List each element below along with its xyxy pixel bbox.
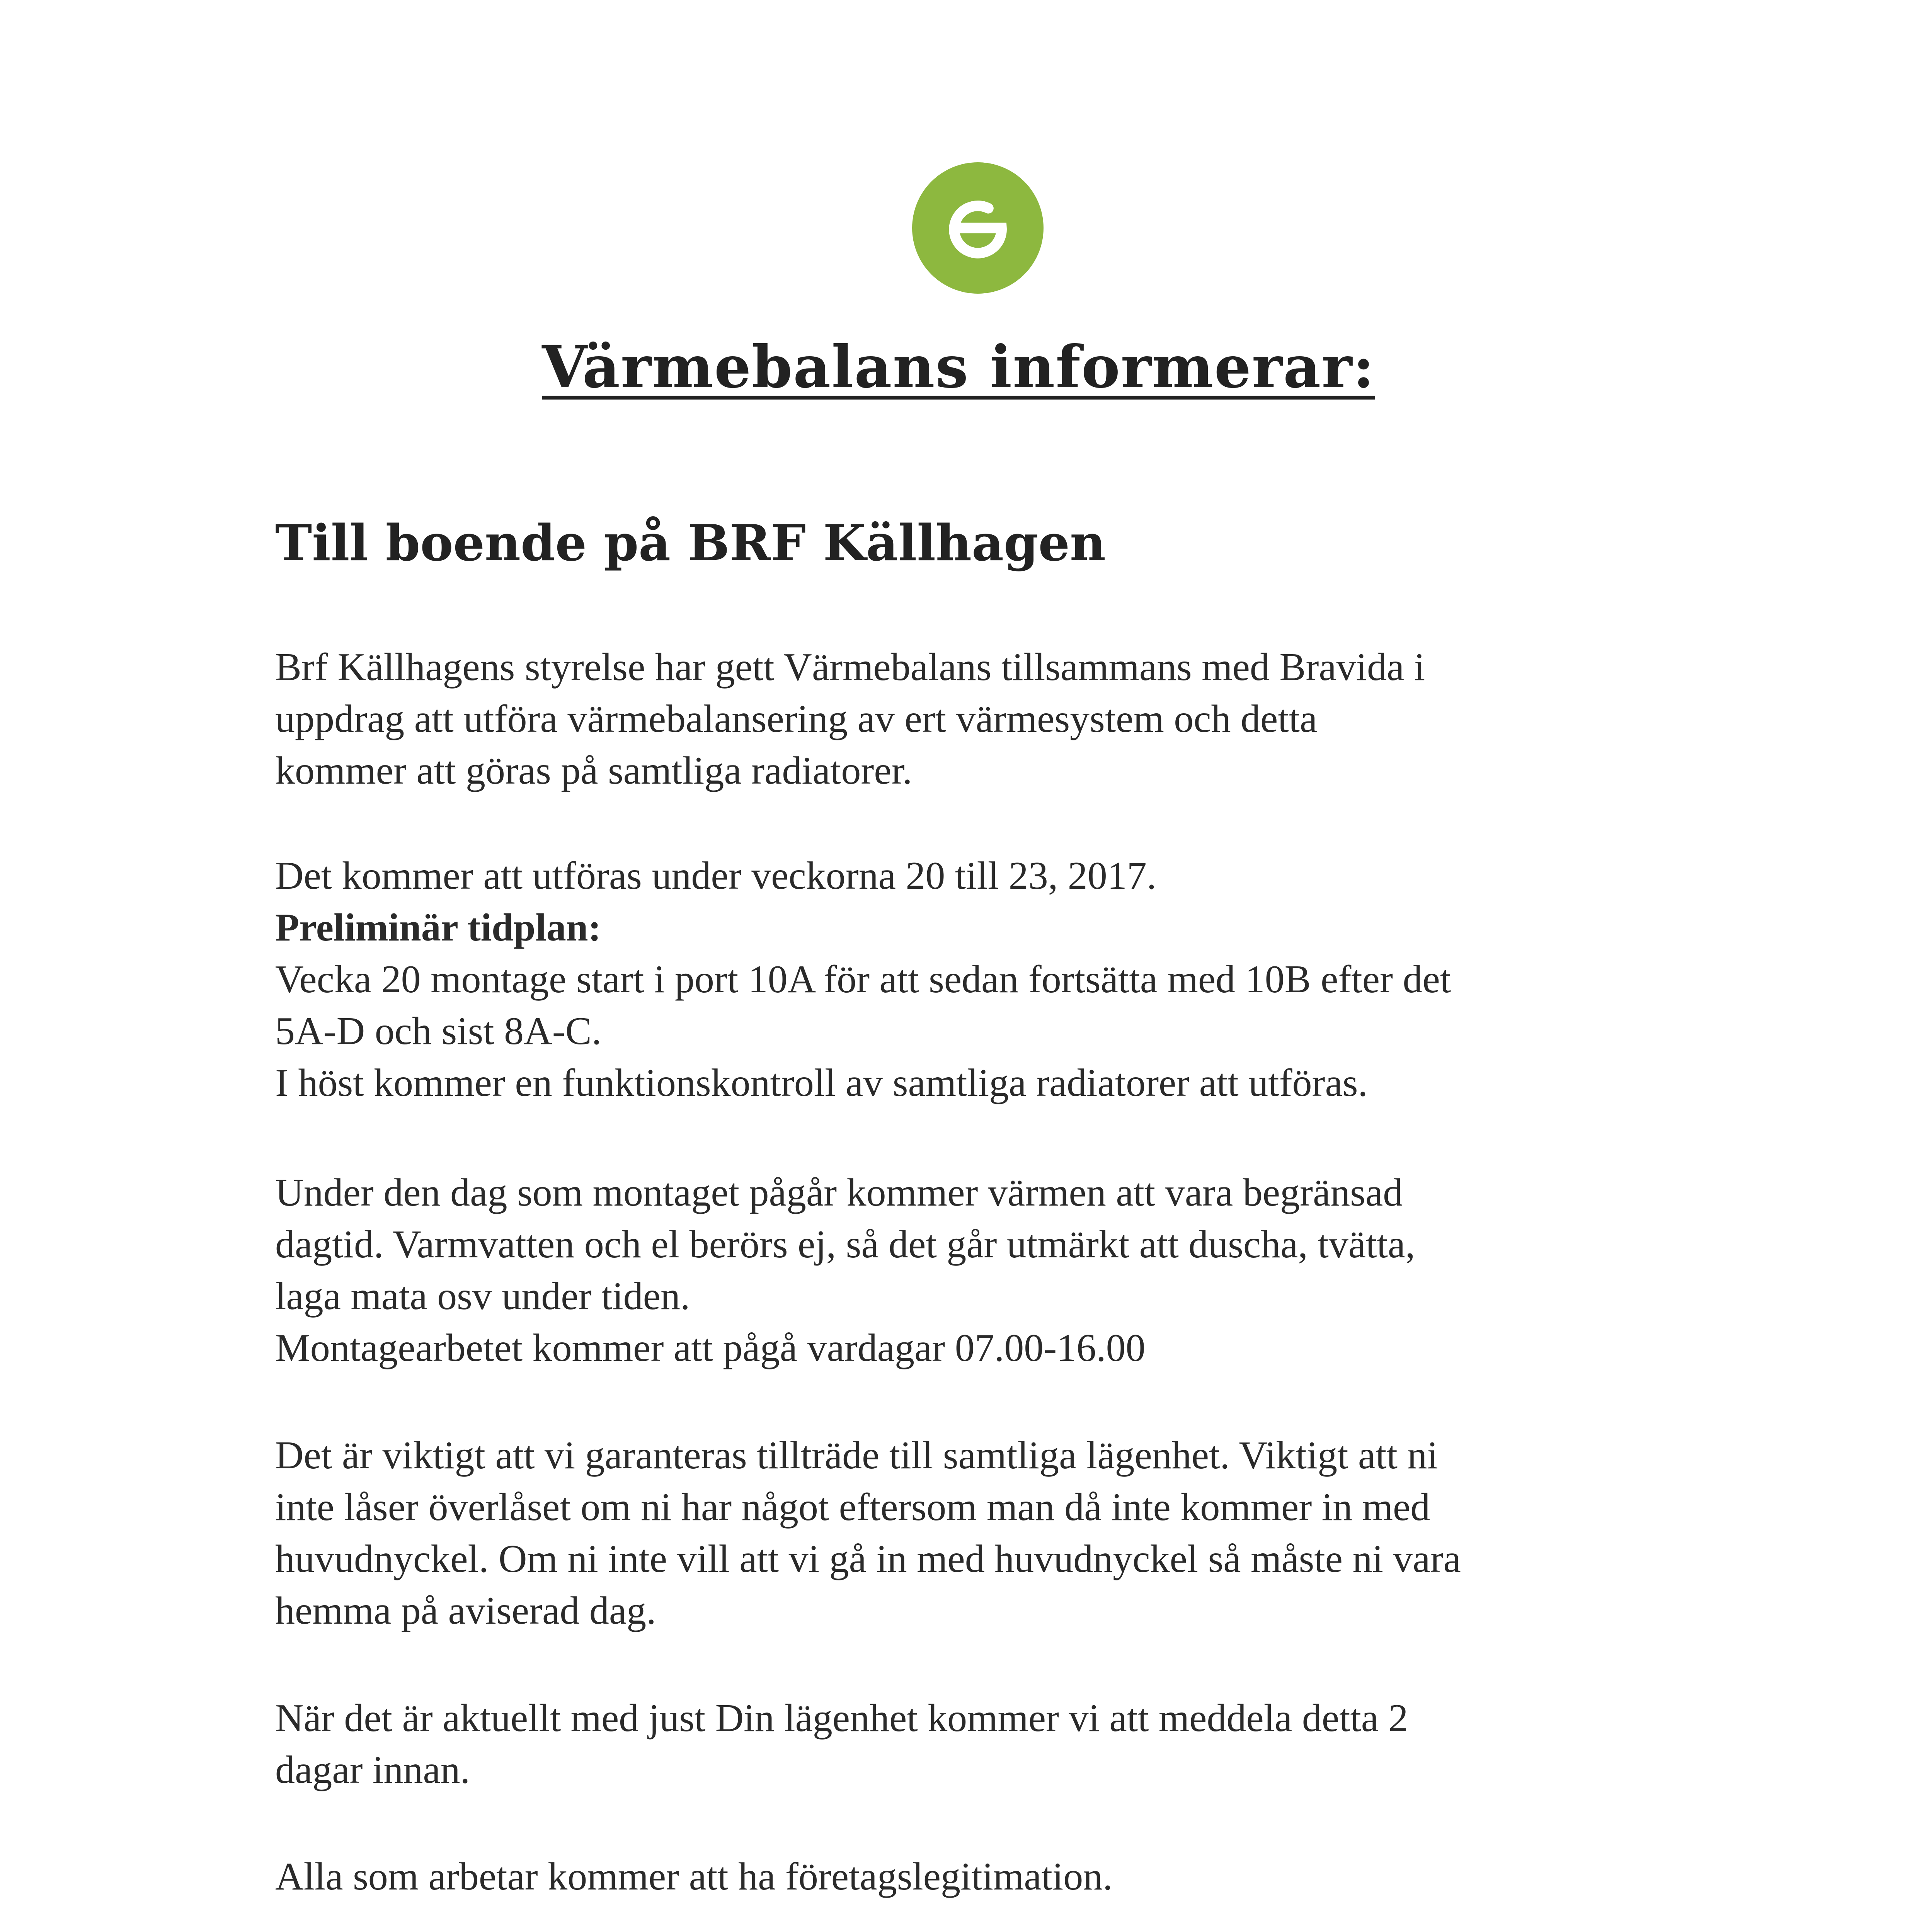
text-line: Montagearbetet kommer att pågå vardagar 07.00-16.00 <box>275 1326 1146 1370</box>
text-line: Det kommer att utföras under veckorna 20 till 23, 2017. <box>275 854 1157 898</box>
document-subtitle: Till boende på BRF Källhagen <box>275 514 1106 572</box>
text-line: dagar innan. <box>275 1748 470 1792</box>
text-line: inte låser överlåset om ni har något eftersom man då inte kommer in med <box>275 1485 1430 1529</box>
text-line: 5A-D och sist 8A-C. <box>275 1009 602 1053</box>
text-line: I höst kommer en funktionskontroll av samtliga radiatorer att utföras. <box>275 1061 1368 1105</box>
text-line: Det är viktigt att vi garanteras tillträde till samtliga lägenhet. Viktigt att ni <box>275 1434 1438 1477</box>
text-line: laga mata osv under tiden. <box>275 1274 690 1318</box>
text-line: dagtid. Varmvatten och el berörs ej, så det går utmärkt att duscha, tvätta, <box>275 1223 1415 1266</box>
text-line: Vecka 20 montage start i port 10A för att sedan fortsätta med 10B efter det <box>275 957 1451 1001</box>
brand-logo-icon <box>912 162 1044 294</box>
text-line: När det är aktuellt med just Din lägenhet kommer vi att meddela detta 2 <box>275 1696 1408 1740</box>
text-line: uppdrag att utföra värmebalansering av ert värmesystem och detta <box>275 697 1318 741</box>
text-line: Brf Källhagens styrelse har gett Värmebalans tillsammans med Bravida i <box>275 645 1425 689</box>
text-line: huvudnyckel. Om ni inte vill att vi gå in med huvudnyckel så måste ni vara <box>275 1537 1461 1581</box>
intro-paragraph <box>275 641 1686 797</box>
schedule-paragraph <box>275 850 1686 1109</box>
e-leaf-icon <box>912 162 1044 294</box>
text-line: hemma på aviserad dag. <box>275 1589 656 1633</box>
heating-paragraph <box>275 1167 1686 1374</box>
text-line: kommer att göras på samtliga radiatorer. <box>275 749 913 793</box>
page-title: Värmebalans informerar: <box>542 333 1375 401</box>
access-paragraph <box>275 1430 1686 1637</box>
schedule-heading: Preliminär tidplan: <box>275 906 601 949</box>
text-line: Alla som arbetar kommer att ha företagslegitimation. <box>275 1855 1113 1898</box>
notice-paragraph <box>275 1692 1686 1796</box>
text-line: Under den dag som montaget pågår kommer värmen att vara begränsad <box>275 1171 1403 1214</box>
identification-paragraph <box>275 1851 1686 1903</box>
